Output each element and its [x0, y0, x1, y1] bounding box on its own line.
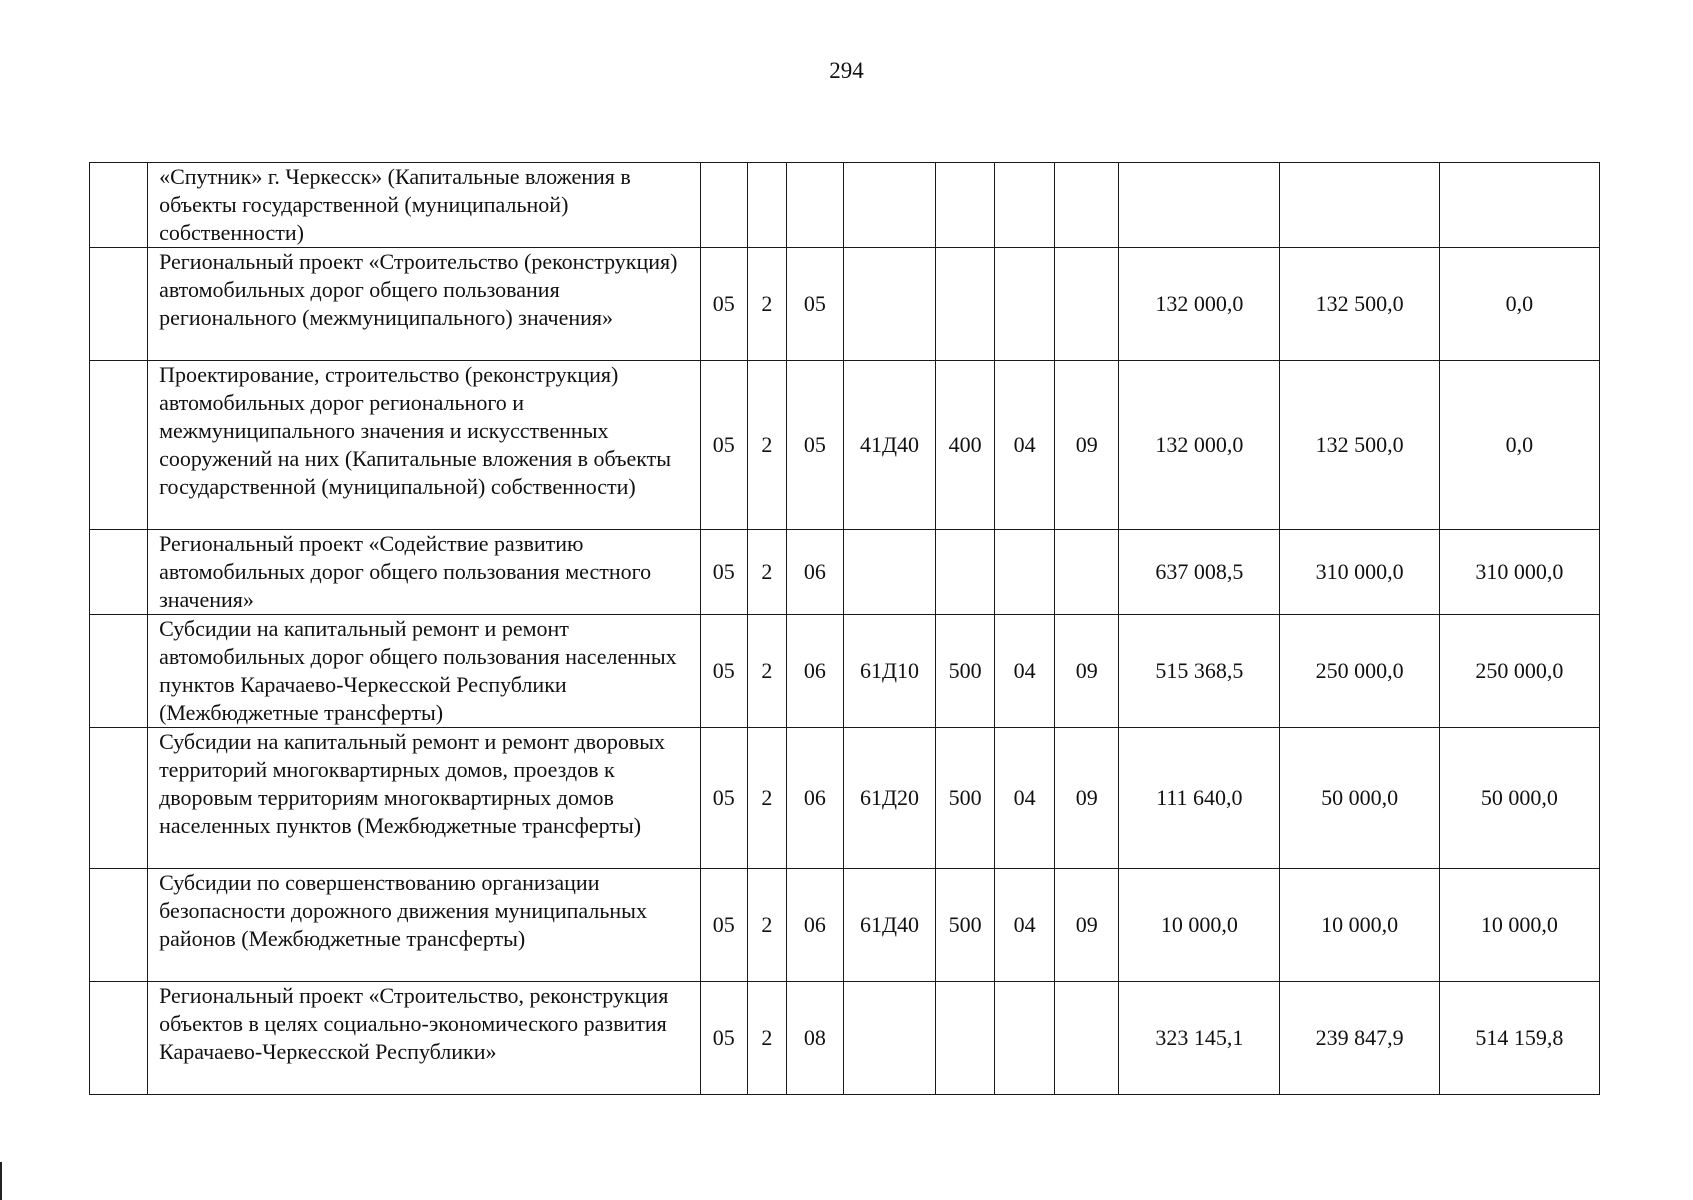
code-section: 05	[700, 869, 747, 982]
amount-year-3: 0,0	[1439, 361, 1599, 530]
amount-year-2: 250 000,0	[1280, 615, 1439, 728]
amount-year-3: 310 000,0	[1439, 530, 1599, 615]
code-expense-type	[936, 163, 995, 248]
amount-year-3: 514 159,8	[1439, 982, 1599, 1095]
row-index-cell	[90, 615, 148, 728]
code-section: 05	[700, 728, 747, 869]
code-project: 06	[786, 728, 843, 869]
item-name: Субсидии по совершенствованию организации безопасности дорожного движения муниципальных районов (Межбюджетные трансферты)	[148, 869, 701, 982]
code-division: 04	[995, 361, 1055, 530]
code-section	[700, 163, 747, 248]
code-project: 08	[786, 982, 843, 1095]
code-subprogram: 2	[747, 615, 786, 728]
item-name: Субсидии на капитальный ремонт и ремонт дворовых территорий многоквартирных домов, проездов к дворовым территориям многоквартирных домов населенных пунктов (Межбюджетные трансферты)	[148, 728, 701, 869]
code-expense-type	[936, 982, 995, 1095]
code-project: 06	[786, 615, 843, 728]
amount-year-2	[1280, 163, 1439, 248]
code-section: 05	[700, 530, 747, 615]
code-subprogram: 2	[747, 982, 786, 1095]
code-direction: 61Д20	[843, 728, 935, 869]
code-division	[995, 248, 1055, 361]
code-subdivision	[1055, 163, 1119, 248]
code-subdivision: 09	[1055, 615, 1119, 728]
page-number: 294	[829, 58, 864, 83]
code-subdivision: 09	[1055, 869, 1119, 982]
table-row	[90, 163, 1600, 248]
row-index-cell	[90, 869, 148, 982]
code-subprogram: 2	[747, 530, 786, 615]
row-index-cell	[90, 728, 148, 869]
code-subprogram	[747, 163, 786, 248]
item-name: Субсидии на капитальный ремонт и ремонт автомобильных дорог общего пользования населенных пунктов Карачаево-Черкесской Республики (Межбюджетные трансферты)	[148, 615, 701, 728]
code-section: 05	[700, 248, 747, 361]
amount-year-3	[1439, 163, 1599, 248]
code-division	[995, 530, 1055, 615]
amount-year-1	[1119, 163, 1280, 248]
amount-year-1: 111 640,0	[1119, 728, 1280, 869]
amount-year-1: 515 368,5	[1119, 615, 1280, 728]
code-subdivision	[1055, 982, 1119, 1095]
table-row	[90, 615, 1600, 728]
row-index-cell	[90, 361, 148, 530]
code-expense-type: 500	[936, 728, 995, 869]
row-index-cell	[90, 163, 148, 248]
code-section: 05	[700, 361, 747, 530]
item-name: Проектирование, строительство (реконструкция) автомобильных дорог регионального и межмуниципального значения и искусственных сооружений на них (Капитальные вложения в объекты государственной (муниципальной) собственности)	[148, 361, 701, 530]
amount-year-3: 10 000,0	[1439, 869, 1599, 982]
code-expense-type	[936, 530, 995, 615]
code-project: 05	[786, 248, 843, 361]
table-row	[90, 728, 1600, 869]
table-row	[90, 361, 1600, 530]
code-division: 04	[995, 728, 1055, 869]
code-direction	[843, 982, 935, 1095]
code-expense-type	[936, 248, 995, 361]
item-name: «Спутник» г. Черкесск» (Капитальные вложения в объекты государственной (муниципальной) собственности)	[148, 163, 701, 248]
amount-year-1: 132 000,0	[1119, 248, 1280, 361]
code-direction: 61Д40	[843, 869, 935, 982]
amount-year-1: 132 000,0	[1119, 361, 1280, 530]
row-index-cell	[90, 982, 148, 1095]
code-subdivision: 09	[1055, 361, 1119, 530]
code-subprogram: 2	[747, 728, 786, 869]
code-section: 05	[700, 982, 747, 1095]
amount-year-1: 637 008,5	[1119, 530, 1280, 615]
row-index-cell	[90, 530, 148, 615]
table-row	[90, 869, 1600, 982]
code-division	[995, 982, 1055, 1095]
table-row	[90, 248, 1600, 361]
code-subprogram: 2	[747, 248, 786, 361]
amount-year-3: 50 000,0	[1439, 728, 1599, 869]
code-project: 06	[786, 530, 843, 615]
budget-table	[89, 162, 1600, 1095]
amount-year-3: 0,0	[1439, 248, 1599, 361]
item-name: Региональный проект «Строительство, реконструкция объектов в целях социально-экономического развития Карачаево-Черкесской Республики»	[148, 982, 701, 1095]
amount-year-2: 132 500,0	[1280, 361, 1439, 530]
code-division: 04	[995, 869, 1055, 982]
table-row	[90, 982, 1600, 1095]
amount-year-1: 10 000,0	[1119, 869, 1280, 982]
code-expense-type: 500	[936, 869, 995, 982]
code-expense-type: 500	[936, 615, 995, 728]
code-expense-type: 400	[936, 361, 995, 530]
code-direction	[843, 248, 935, 361]
item-name: Региональный проект «Строительство (реконструкция) автомобильных дорог общего пользования регионального (межмуниципального) значения»	[148, 248, 701, 361]
code-division: 04	[995, 615, 1055, 728]
amount-year-2: 50 000,0	[1280, 728, 1439, 869]
table-row	[90, 530, 1600, 615]
scan-edge-mark	[0, 1162, 2, 1200]
code-project: 05	[786, 361, 843, 530]
code-subprogram: 2	[747, 869, 786, 982]
amount-year-2: 310 000,0	[1280, 530, 1439, 615]
code-subprogram: 2	[747, 361, 786, 530]
code-division	[995, 163, 1055, 248]
code-subdivision	[1055, 248, 1119, 361]
code-section: 05	[700, 615, 747, 728]
amount-year-1: 323 145,1	[1119, 982, 1280, 1095]
item-name: Региональный проект «Содействие развитию автомобильных дорог общего пользования местного значения»	[148, 530, 701, 615]
code-project: 06	[786, 869, 843, 982]
code-direction: 61Д10	[843, 615, 935, 728]
code-project	[786, 163, 843, 248]
amount-year-2: 132 500,0	[1280, 248, 1439, 361]
code-direction	[843, 530, 935, 615]
row-index-cell	[90, 248, 148, 361]
code-subdivision: 09	[1055, 728, 1119, 869]
amount-year-2: 10 000,0	[1280, 869, 1439, 982]
code-direction	[843, 163, 935, 248]
amount-year-3: 250 000,0	[1439, 615, 1599, 728]
amount-year-2: 239 847,9	[1280, 982, 1439, 1095]
code-subdivision	[1055, 530, 1119, 615]
code-direction: 41Д40	[843, 361, 935, 530]
